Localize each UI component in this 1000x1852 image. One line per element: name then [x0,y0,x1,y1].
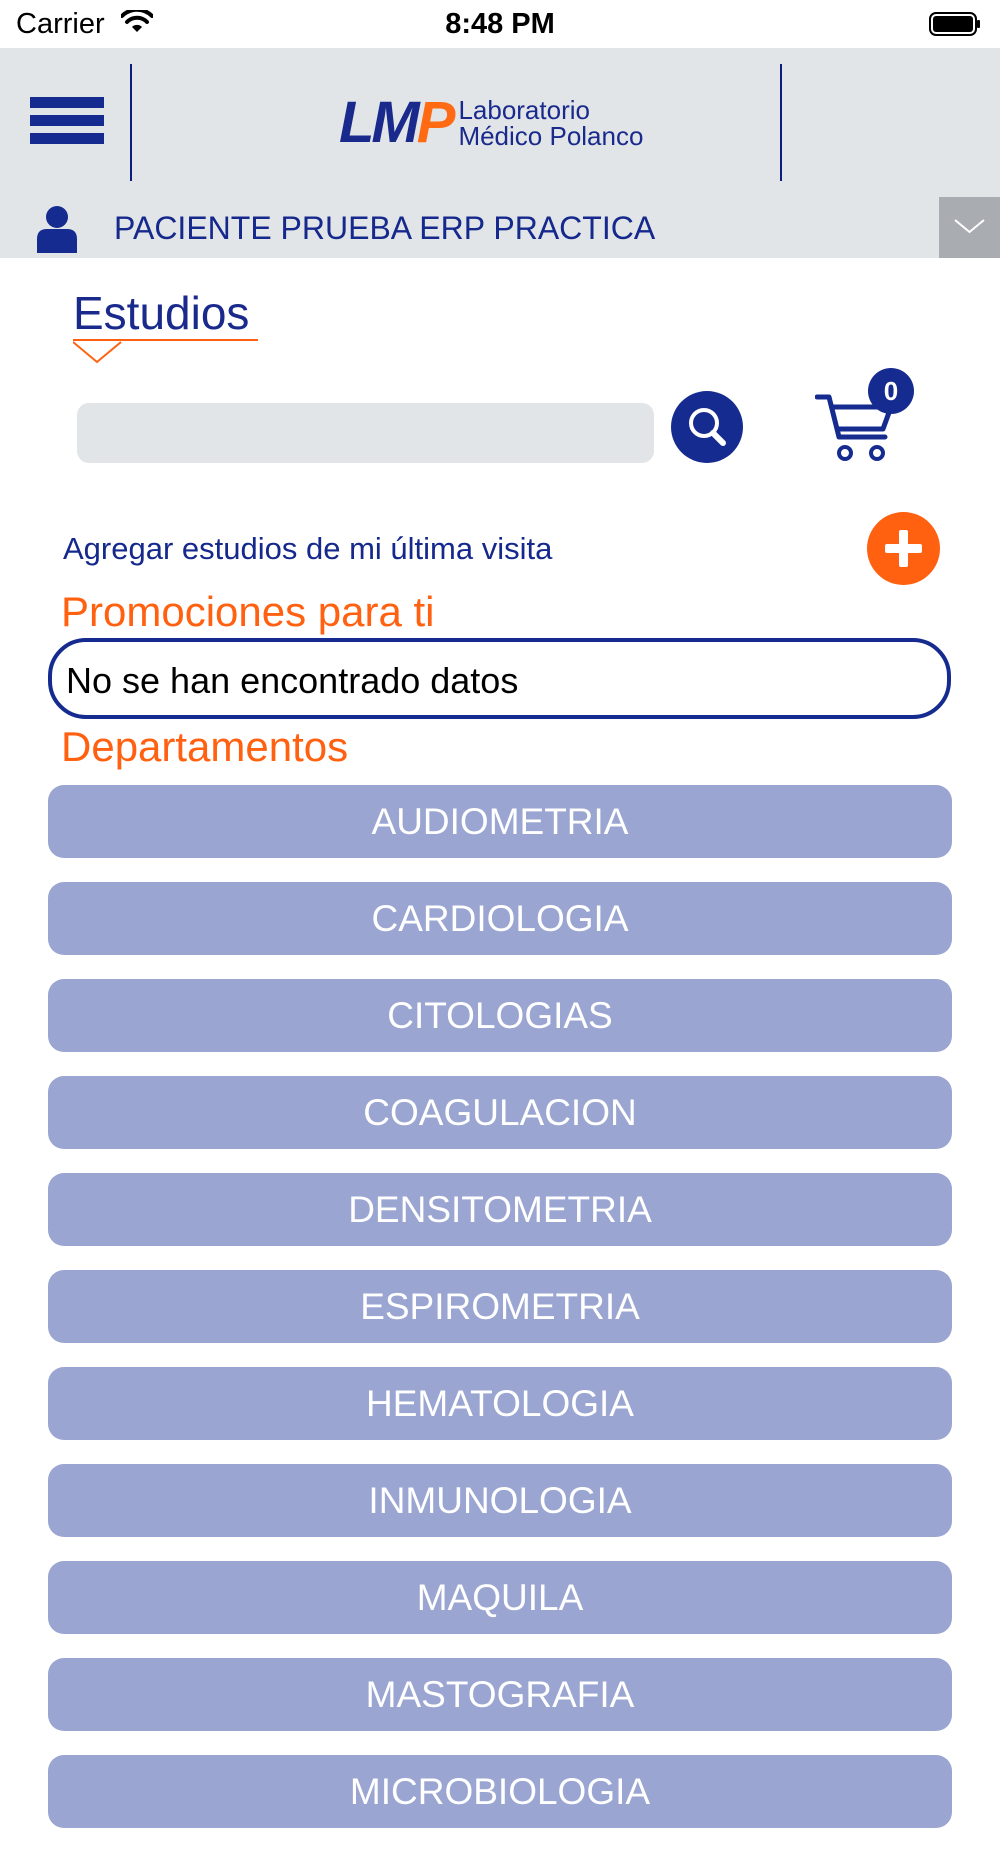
clock: 8:48 PM [445,8,555,40]
header-divider [130,64,132,181]
department-button-citologias[interactable]: CITOLOGIAS [48,979,952,1052]
user-icon [35,205,79,253]
department-button-coagulacion[interactable]: COAGULACION [48,1076,952,1149]
promotions-title: Promociones para ti [61,588,435,635]
title-underline [73,338,258,366]
departments-title: Departamentos [61,723,349,770]
patient-dropdown-button[interactable] [939,197,1000,258]
add-last-visit-label: Agregar estudios de mi última visita [63,531,553,566]
department-button-densitometria[interactable]: DENSITOMETRIA [48,1173,952,1246]
promotions-box [48,638,951,719]
department-button-mastografia[interactable]: MASTOGRAFIA [48,1658,952,1731]
menu-icon[interactable] [30,97,104,145]
page-title: Estudios [73,287,250,339]
battery-icon [929,12,981,36]
add-last-visit-button[interactable] [867,512,940,585]
departments-list [48,785,952,1852]
carrier-label: Carrier [16,8,105,40]
department-button-audiometria[interactable]: AUDIOMETRIA [48,785,952,858]
promotions-empty-message: No se han encontrado datos [66,660,519,701]
plus-icon [867,512,940,585]
cart-count-badge: 0 [868,368,914,414]
status-bar [0,0,1000,48]
search-button[interactable] [671,391,743,463]
header-divider [780,64,782,181]
department-button-maquila[interactable]: MAQUILA [48,1561,952,1634]
logo-mark: LMP [339,90,453,155]
logo-text: Laboratorio Médico Polanco [458,95,644,151]
department-button-inmunologia[interactable]: INMUNOLOGIA [48,1464,952,1537]
department-button-cardiologia[interactable]: CARDIOLOGIA [48,882,952,955]
patient-name: PACIENTE PRUEBA ERP PRACTICA [114,210,656,246]
chevron-down-icon [939,197,1000,258]
department-button-espirometria[interactable]: ESPIROMETRIA [48,1270,952,1343]
search-icon [671,391,743,463]
department-button-hematologia[interactable]: HEMATOLOGIA [48,1367,952,1440]
logo [339,90,644,155]
department-button-microbiologia[interactable]: MICROBIOLOGIA [48,1755,952,1828]
search-input[interactable] [77,403,654,463]
